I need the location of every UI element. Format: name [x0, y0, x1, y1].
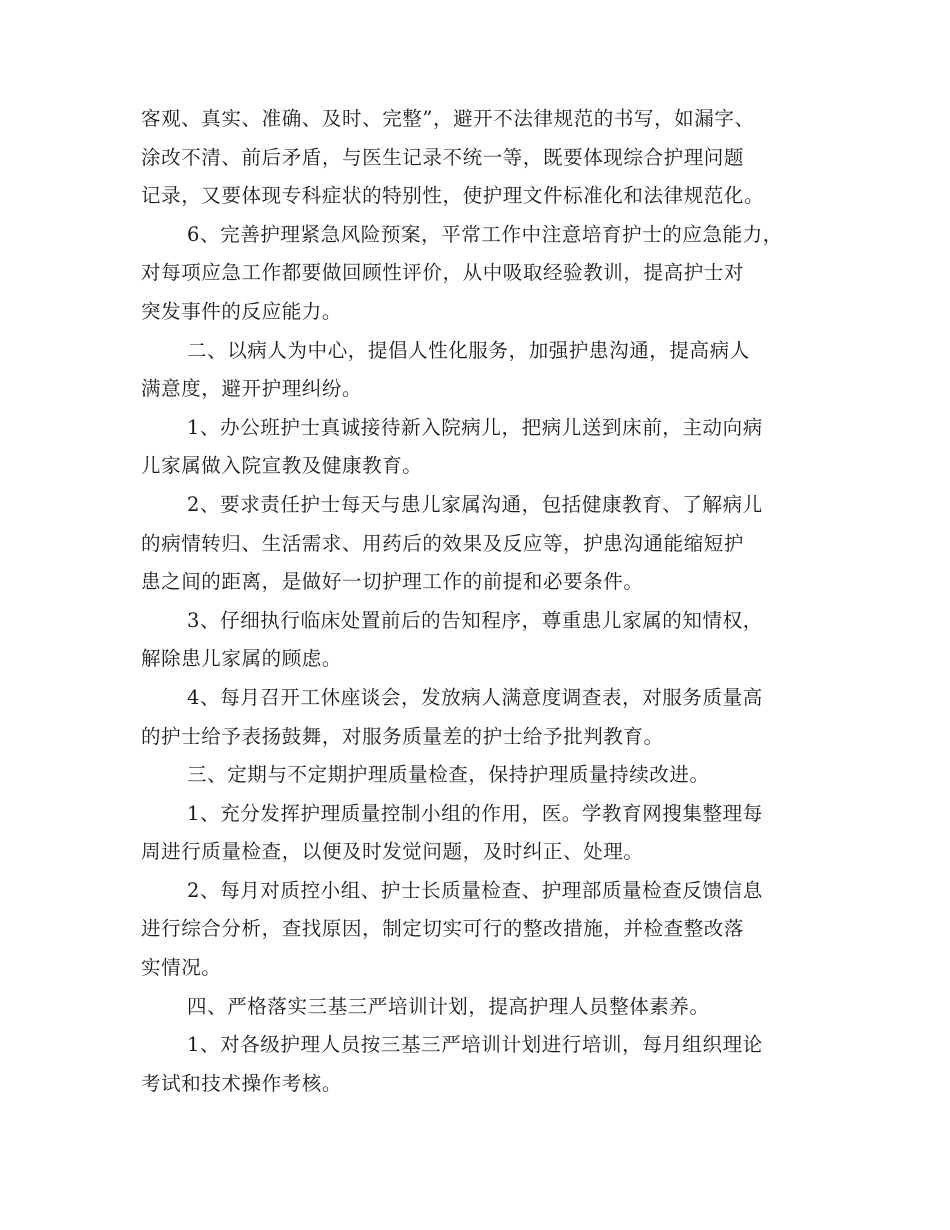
text-line: 记录，又要体现专科症状的特别性，使护理文件标准化和法律规范化。	[141, 184, 765, 208]
text-line: 1、充分发挥护理质量控制小组的作用，医。学教育网搜集整理每	[187, 801, 763, 825]
text-line: 突发事件的反应能力。	[141, 299, 343, 323]
text-line: 满意度，避开护理纠纷。	[141, 377, 363, 401]
text-line: 的护士给予表扬鼓舞，对服务质量差的护士给予批判教育。	[141, 724, 664, 748]
document-body	[141, 100, 816, 1103]
text-line: 进行综合分析，查找原因，制定切实可行的整改措施，并检查整改落	[141, 917, 745, 941]
text-line: 实情况。	[141, 956, 222, 980]
text-line: 涂改不清、前后矛盾，与医生记录不统一等，既要体现综合护理问题	[141, 145, 745, 169]
text-line: 四、严格落实三基三严培训计划，提高护理人员整体素养。	[187, 994, 710, 1018]
text-line: 周进行质量检查，以便及时发觉问题，及时纠正、处理。	[141, 840, 644, 864]
text-line: 3、仔细执行临床处置前后的告知程序，尊重患儿家属的知情权，	[187, 608, 763, 632]
text-line: 二、以病人为中心，提倡人性化服务，加强护患沟通，提高病人	[187, 338, 750, 362]
text-line: 1、办公班护士真诚接待新入院病儿，把病儿送到床前，主动向病	[187, 415, 763, 439]
text-line: 考试和技术操作考核。	[141, 1071, 343, 1095]
text-line: 1、对各级护理人员按三基三严培训计划进行培训，每月组织理论	[187, 1033, 763, 1057]
text-line: 2、要求责任护士每天与患儿家属沟通，包括健康教育、了解病儿	[187, 492, 763, 516]
text-line: 4、每月召开工休座谈会，发放病人满意度调查表，对服务质量高	[187, 685, 763, 709]
text-line: 的病情转归、生活需求、用药后的效果及反应等，护患沟通能缩短护	[141, 531, 745, 555]
text-line: 6、完善护理紧急风险预案，平常工作中注意培育护士的应急能力，	[187, 222, 783, 246]
text-line: 解除患儿家属的顾虑。	[141, 647, 343, 671]
text-line: 儿家属做入院宣教及健康教育。	[141, 454, 423, 478]
text-line: 对每项应急工作都要做回顾性评价，从中吸取经验教训，提高护士对	[141, 261, 745, 285]
text-line: 客观、真实、准确、及时、完整”，避开不法律规范的书写，如漏字、	[141, 107, 755, 130]
text-line: 2、每月对质控小组、护士长质量检查、护理部质量检查反馈信息	[187, 878, 763, 902]
text-line: 三、定期与不定期护理质量检查，保持护理质量持续改进。	[187, 763, 710, 787]
text-line: 患之间的距离，是做好一切护理工作的前提和必要条件。	[141, 570, 644, 594]
